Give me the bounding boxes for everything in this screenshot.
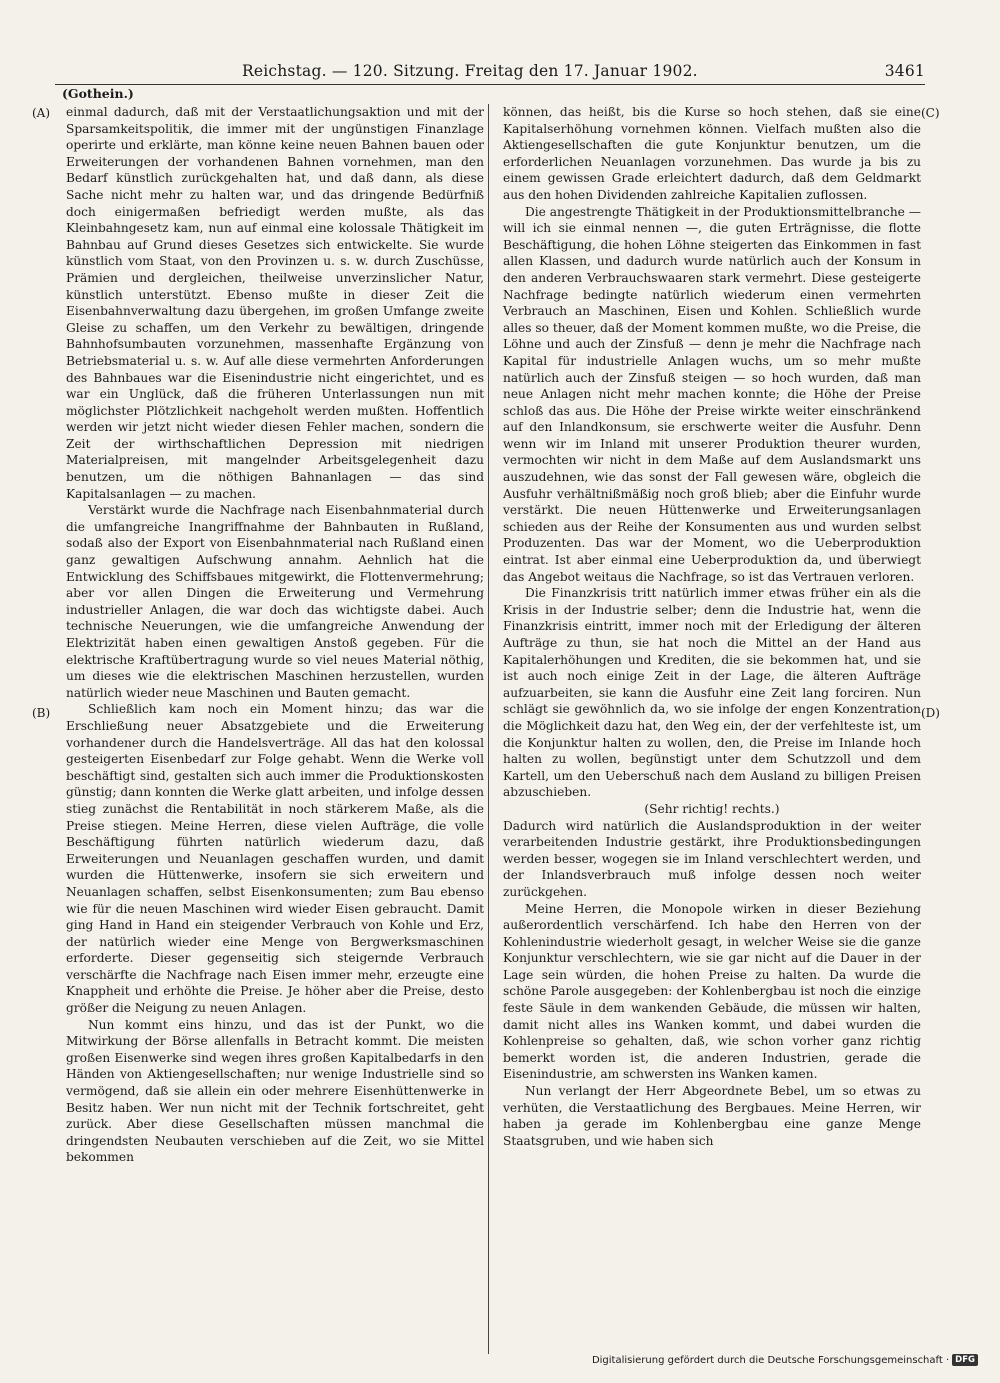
paragraph: einmal dadurch, daß mit der Verstaatlichungsaktion und mit der Sparsamkeitspolitik, die immer mit der ungünstigen Finanzlage operirte und erklärte, man könne keine neuen Bahnen bauen oder Erweiterungen der vorhandenen Bahnen vornehmen, man den Bedarf künstlich zurückgehalten hat, und daß dann, als diese Sache nicht mehr zu halten war, und das dringende Bedürfniß doch einigermaßen befriedigt werden mußte, als das Kleinbahngesetz kam, nun auf einmal eine kolossale Thätigkeit im Bahnbau auf Grund dieses Gesetzes sich entwickelte. Sie wurde künstlich vom Staat, von den Provinzen u. s. w. durch Zuschüsse, Prämien und dergleichen, theilweise unverzinslicher Natur, künstlich unterstützt. Ebenso mußte in dieser Zeit die Eisenbahnverwaltung dazu übergehen, im großen Umfange zweite Gleise zu schaffen, um den Verkehr zu bewältigen, dringende Bahnhofsumbauten vorzunehmen, massenhafte Ergänzung von Betriebsmaterial u. s. w. Auf alle diese vermehrten Anforderungen des Bahnbaues war die Eisenindustrie nicht eingerichtet, und es war ein Unglück, daß die früheren Unterlassungen nun mit möglichster Plötzlichkeit nachgeholt werden mußten. Hoffentlich werden wir jetzt nicht wieder diesen Fehler machen, sondern die Zeit der wirthschaftlichen Depression mit niedrigen Materialpreisen, mit mangelnder Arbeitsgelegenheit dazu benutzen, um die nöthigen Bahnanlagen — das sind Kapitalsanlagen — zu machen. bbox=[66, 105, 484, 501]
right-column bbox=[503, 104, 921, 1149]
column-divider bbox=[488, 104, 489, 1354]
margin-marker-d: (D) bbox=[921, 706, 940, 720]
page-number: 3461 bbox=[884, 62, 925, 80]
margin-marker-c: (C) bbox=[921, 106, 940, 120]
paragraph: Dadurch wird natürlich die Auslandsproduktion in der weiter verarbeitenden Industrie gestärkt, ihre Produktionsbedingungen werden besser, wogegen sie im Inland verschlechtert werden, und der Inlandsverbrauch muß infolge dessen noch weiter zurückgehen. bbox=[503, 818, 921, 899]
header-rule bbox=[55, 84, 925, 85]
interjection: (Sehr richtig! rechts.) bbox=[644, 801, 780, 816]
paragraph: Die Finanzkrisis tritt natürlich immer etwas früher ein als die Krisis in der Industrie selber; denn die Industrie hat, wenn die Finanzkrisis eintritt, immer noch mit der Erledigung der älteren Aufträge zu thun, sie hat noch die Mittel an der Hand aus Kapitalerhöhungen und Krediten, die sie bekommen hat, und sie ist auch noch einige Zeit in der Lage, die älteren Aufträge aufzuarbeiten, sie kann die Ausfuhr eine Zeit lang forciren. Nun schlägt sie gewöhnlich da, wo sie infolge der engen Konzentration die Möglichkeit dazu hat, den Weg ein, der der verfehlteste ist, um die Konjunktur halten zu wollen, den, die Preise im Inlande hoch halten zu wollen, begünstigt unter dem Schutzzoll und dem Kartell, um den Ueberschuß nach dem Ausland zu billigen Preisen abzuschieben. bbox=[503, 586, 921, 800]
paragraph: Die angestrengte Thätigkeit in der Produktionsmittelbranche — will ich sie einmal nennen —, die guten Erträgnisse, die flotte Beschäftigung, die hohen Löhne steigerten das Einkommen in fast allen Klassen, und dadurch wurde natürlich auch der Konsum in den anderen Verbrauchswaaren stark vermehrt. Diese gesteigerte Nachfrage bedingte natürlich wiederum einen vermehrten Verbrauch an Maschinen, Eisen und Kohlen. Schließlich wurde alles so theuer, daß der Moment kommen mußte, wo die Preise, die Löhne und auch der Zinsfuß — denn je mehr die Nachfrage nach Kapital für industrielle Anlagen wuchs, um so mehr mußte natürlich auch der Zinsfuß steigen — so hoch wurden, daß man neue Anlagen nicht mehr machen konnte; die Höhe der Preise schloß das aus. Die Höhe der Preise wirkte weiter einschränkend auf den Inlandkonsum, sie erschwerte weiter die Ausfuhr. Denn wenn wir im Inland mit unserer Produktion theurer wurden, vermochten wir nicht in dem Maße auf dem Auslandsmarkt uns auszudehnen, wie das sonst der Fall gewesen wäre, obgleich die Ausfuhr verhältnißmäßig noch groß blieb; aber die Einfuhr wurde verstärkt. Die neuen Hüttenwerke und Erweiterungsanlagen schieden aus der Reihe der Konsumenten aus und wurden selbst Produzenten. Das war der Moment, wo die Ueberproduktion eintrat. Ist aber einmal eine Ueberproduktion da, und überwiegt das Angebot weitaus die Nachfrage, so ist das Vertrauen verloren. bbox=[503, 204, 921, 584]
margin-marker-b: (B) bbox=[32, 706, 51, 720]
footer-text: Digitalisierung gefördert durch die Deutsche Forschungsgemeinschaft · bbox=[591, 1354, 950, 1366]
dfg-logo-icon: DFG bbox=[952, 1354, 978, 1366]
paragraph: Nun kommt eins hinzu, und das ist der Punkt, wo die Mitwirkung der Börse allenfalls in Betracht kommt. Die meisten großen Eisenwerke sind wegen ihres großen Kapitalbedarfs in den Händen von Aktiengesellschaften; nur wenige Industrielle sind so vermögend, daß sie allein ein oder mehrere Eisenhüttenwerke in Besitz haben. Wer nun nicht mit der Technik fortschreitet, geht zurück. Aber diese Gesellschaften müssen manchmal die dringendsten Neubauten verschieben auf die Zeit, wo sie Mittel bekommen bbox=[66, 1017, 484, 1165]
header-title: Reichstag. — 120. Sitzung. Freitag den 17. Januar 1902. bbox=[241, 62, 698, 80]
page-header bbox=[55, 62, 925, 80]
left-column bbox=[66, 104, 484, 1166]
paragraph: Meine Herren, die Monopole wirken in dieser Beziehung außerordentlich verschärfend. Ich habe den Herren von der Kohlenindustrie wiederholt gesagt, in welcher Weise sie die ganze Konjunktur verschlechtern, wie sie gar nicht auf die Dauer in der Lage sein würden, die hohen Preise zu halten. Da wurde die schöne Parole ausgegeben: der Kohlenbergbau ist noch die einzige feste Säule in dem wankenden Gebäude, die müssen wir halten, damit nicht alles ins Wanken kommt, und dabei wurden die Kohlenpreise so gehalten, daß, wie schon vorher ganz richtig bemerkt worden ist, die anderen Industrien, gerade die Eisenindustrie, am schwersten ins Wanken kamen. bbox=[503, 901, 921, 1082]
footer-credit bbox=[592, 1354, 978, 1366]
paragraph: Verstärkt wurde die Nachfrage nach Eisenbahnmaterial durch die umfangreiche Inangriffnahme der Bahnbauten in Rußland, sodaß also der Export von Eisenbahnmaterial nach Rußland einen ganz gewaltigen Aufschwung annahm. Aehnlich hat die Entwicklung des Schiffsbaues mitgewirkt, die Flottenvermehrung; aber vor allen Dingen die Erweiterung und Vermehrung industrieller Anlagen, die war doch das wichtigste dabei. Auch technische Neuerungen, wie die umfangreiche Anwendung der Elektrizität haben einen gewaltigen Anstoß gegeben. Für die elektrische Kraftübertragung wurde so viel neues Material nöthig, um dieses wie die elektrischen Maschinen herzustellen, wurden natürlich wieder neue Maschinen und Bauten gemacht. bbox=[66, 503, 484, 700]
margin-marker-a: (A) bbox=[32, 106, 51, 120]
paragraph: Schließlich kam noch ein Moment hinzu; das war die Erschließung neuer Absatzgebiete und die Erweiterung vorhandener durch die Handelsverträge. All das hat den kolossal gesteigerten Eisenbedarf zur Folge gehabt. Wenn die Werke voll beschäftigt sind, gestalten sich auch immer die Produktionskosten günstig; dann konnten die Werke glatt arbeiten, und infolge dessen stieg zunächst die Rentabilität in noch stärkerem Maße, als die Preise stiegen. Meine Herren, diese vielen Aufträge, die volle Beschäftigung führten natürlich wiederum dazu, daß Erweiterungen und Neuanlagen geschaffen wurden, und damit wurden die Hüttenwerke, insofern sie sich erweitern und Neuanlagen schaffen, selbst Eisenkonsumenten; zum Bau ebenso wie für die neuen Maschinen wird wieder Eisen gebraucht. Damit ging Hand in Hand ein steigender Verbrauch von Kohle und Erz, der natürlich wieder eine Menge von Bergwerksmaschinen erforderte. Dieser gegenseitig sich steigernde Verbrauch verschärfte die Nachfrage nach Eisen immer mehr, erzeugte eine Knappheit und erhöhte die Preise. Je höher aber die Preise, desto größer die Neigung zu neuen Anlagen. bbox=[66, 702, 484, 1016]
paragraph: Nun verlangt der Herr Abgeordnete Bebel, um so etwas zu verhüten, die Verstaatlichung des Bergbaues. Meine Herren, wir haben ja gerade im Kohlenbergbau eine ganze Menge Staatsgruben, und wie haben sich bbox=[503, 1084, 921, 1148]
speaker-label: (Gothein.) bbox=[62, 86, 134, 101]
paragraph: können, das heißt, bis die Kurse so hoch stehen, daß sie eine Kapitalserhöhung vornehmen können. Vielfach mußten also die Aktiengesellschaften die gute Konjunktur benutzen, um die erforderlichen Neuanlagen vorzunehmen. Das wurde ja bis zu einem gewissen Grade erleichtert dadurch, daß dem Geldmarkt aus den hohen Dividenden zahlreiche Kapitalien zuflossen. bbox=[503, 105, 921, 202]
